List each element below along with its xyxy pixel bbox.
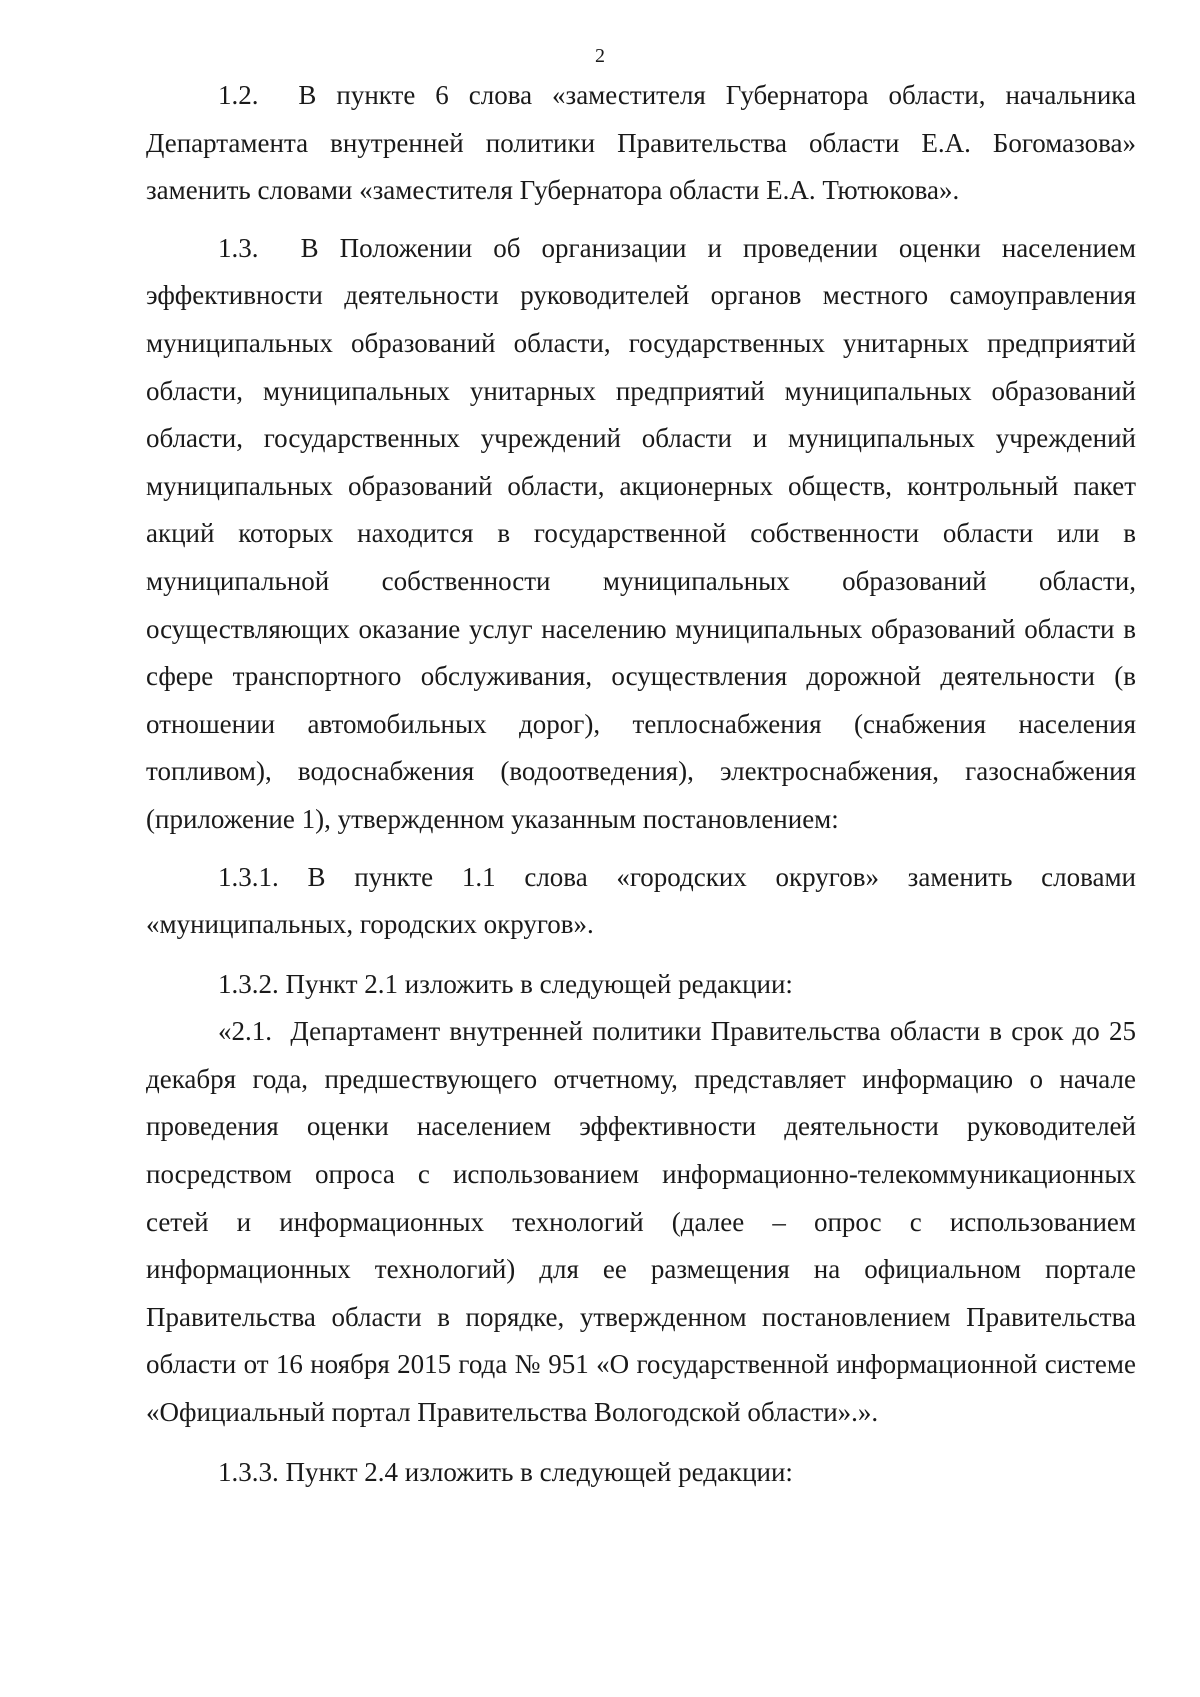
- document-body: [146, 72, 1136, 1496]
- page-number: 2: [595, 45, 605, 67]
- paragraph-1-2: 1.2. В пункте 6 слова «заместителя Губернатора области, начальника Департамента внутренней политики Правительства области Е.А. Богомазова» заменить словами «заместителя Губернатора области Е.А. Тютюкова».: [146, 80, 1136, 206]
- paragraph-1-3: 1.3. В Положении об организации и проведении оценки населением эффективности деятельности руководителей органов местного самоуправления муниципальных образований области, государственных унитарных предприятий области, муниципальных унитарных предприятий муниципальных образований области, государственных учреждений области и муниципальных учреждений муниципальных образований области, акционерных обществ, контрольный пакет акций которых находится в государственной собственности области или в муниципальной собственности муниципальных образований области, осуществляющих оказание услуг населению муниципальных образований области в сфере транспортного обслуживания, осуществления дорожной деятельности (в отношении автомобильных дорог), теплоснабжения (снабжения населения топливом), водоснабжения (водоотведения), электроснабжения, газоснабжения (приложение 1), утвержденном указанным постановлением:: [146, 232, 1136, 834]
- paragraph-1-3-2: 1.3.2. Пункт 2.1 изложить в следующей редакции:: [218, 968, 793, 999]
- paragraph-1-3-3: 1.3.3. Пункт 2.4 изложить в следующей редакции:: [218, 1456, 793, 1487]
- paragraph-2-1-quote: «2.1. Департамент внутренней политики Правительства области в срок до 25 декабря года, предшествующего отчетному, представляет информацию о начале проведения оценки населением эффективности деятельности руководителей посредством опроса с использованием информационно-телекоммуникационных сетей и информационных технологий (далее – опрос с использованием информационных технологий) для ее размещения на официальном портале Правительства области в порядке, утвержденном постановлением Правительства области от 16 ноября 2015 года № 951 «О государственной информационной системе «Официальный портал Правительства Вологодской области».».: [146, 1016, 1136, 1428]
- paragraph-1-3-1: 1.3.1. В пункте 1.1 слова «городских округов» заменить словами «муниципальных, городских округов».: [146, 861, 1136, 940]
